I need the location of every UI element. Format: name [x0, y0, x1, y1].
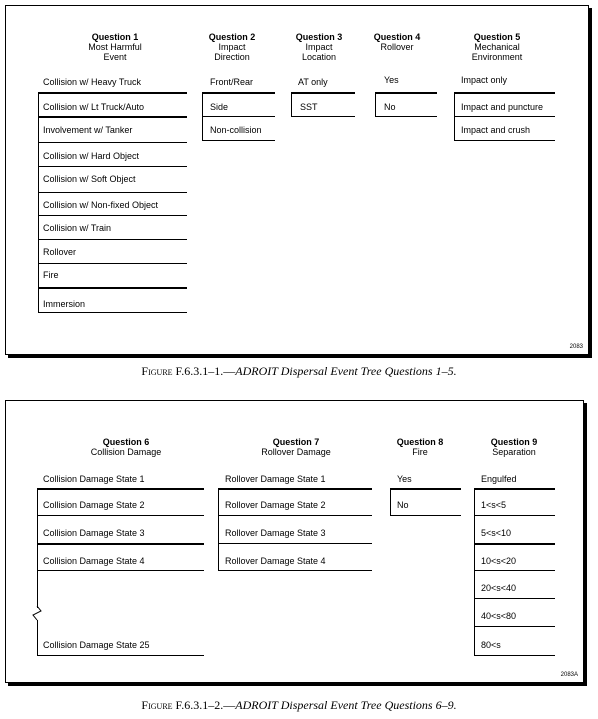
branch-divider [454, 92, 555, 94]
branch-divider [38, 166, 187, 167]
branch-divider [38, 312, 187, 313]
question-7-option: Rollover Damage State 2 [225, 500, 326, 510]
branch-divider [38, 116, 187, 118]
question-1-option: Rollover [43, 247, 77, 257]
caption-title: ADROIT Dispersal Event Tree Questions 6–9. [235, 698, 457, 712]
question-3-option: AT only [298, 77, 328, 87]
figure-code: 2083 [569, 344, 583, 350]
branch-divider [37, 515, 204, 516]
question-1-option: Collision w/ Hard Object [43, 151, 140, 161]
branch-divider [291, 92, 355, 94]
question-4-title: Question 4 [373, 32, 421, 42]
question-6-header [66, 437, 186, 457]
branch-divider [474, 570, 555, 571]
branch-divider [291, 116, 355, 117]
question-1-option: Collision w/ Heavy Truck [43, 77, 142, 87]
question-1-header [60, 32, 170, 62]
question-9-option: 10<s<20 [481, 556, 517, 566]
question-9-title: Question 9 [490, 437, 538, 447]
branch-divider [38, 239, 187, 240]
question-1-title: Question 1 [91, 32, 139, 42]
figure-code: 2083A [560, 672, 578, 678]
question-7-option: Rollover Damage State 3 [225, 528, 326, 538]
question-2-option: Side [210, 102, 229, 112]
question-4-header [364, 32, 430, 52]
question-5-option: Impact and crush [461, 125, 531, 135]
question-6-option: Collision Damage State 4 [43, 556, 145, 566]
question-3-header [284, 32, 354, 62]
caption-title: ADROIT Dispersal Event Tree Questions 1–5. [235, 364, 457, 378]
question-1-option: Immersion [43, 299, 86, 309]
question-3-title: Question 3 [295, 32, 343, 42]
question-9-option: 80<s [481, 640, 501, 650]
question-1-option: Collision w/ Soft Object [43, 174, 136, 184]
question-7-branch-line [218, 488, 219, 570]
question-1-option: Collision w/ Train [43, 223, 112, 233]
branch-divider [38, 92, 187, 94]
branch-divider [202, 92, 275, 94]
branch-divider [37, 543, 204, 545]
figure-1-panel [5, 5, 589, 355]
question-2-subtitle-line-2: Direction [214, 52, 250, 62]
question-8-branch-line [390, 488, 391, 515]
branch-divider [218, 488, 372, 490]
figure-2-panel [5, 400, 584, 683]
question-9-subtitle-line-1: Separation [492, 447, 536, 457]
branch-divider [37, 488, 204, 490]
question-1-option: Fire [43, 270, 59, 280]
question-5-option: Impact and puncture [461, 102, 544, 112]
question-5-header [457, 32, 537, 62]
branch-divider [454, 140, 555, 141]
question-6-subtitle-line-1: Collision Damage [90, 447, 162, 457]
question-2-option: Front/Rear [210, 77, 254, 87]
question-6-title: Question 6 [102, 437, 150, 447]
branch-divider [474, 626, 555, 627]
branch-divider [454, 116, 555, 117]
question-9-branch-line [474, 488, 475, 655]
question-1-option: Involvement w/ Tanker [43, 125, 133, 135]
question-2-option: Non-collision [210, 125, 262, 135]
question-4-option: No [384, 102, 396, 112]
branch-divider [375, 92, 437, 94]
question-3-subtitle-line-1: Impact [305, 42, 333, 52]
question-5-title: Question 5 [473, 32, 521, 42]
question-2-header [199, 32, 265, 62]
figure-2-caption [0, 698, 598, 713]
caption-label: Figure F.6.3.1–2.— [141, 698, 236, 712]
question-6-option: Collision Damage State 3 [43, 528, 145, 538]
question-9-header [476, 437, 552, 457]
question-6-option: Collision Damage State 1 [43, 474, 145, 484]
branch-divider [38, 263, 187, 264]
branch-divider [38, 287, 187, 289]
question-1-option: Collision w/ Lt Truck/Auto [43, 102, 145, 112]
break-symbol [31, 606, 43, 620]
question-1-branch-line [38, 92, 39, 313]
question-1-subtitle-line-2: Event [103, 52, 127, 62]
branch-divider [37, 570, 204, 571]
branch-divider [390, 515, 461, 516]
figure-1-caption [0, 364, 598, 379]
question-2-subtitle-line-1: Impact [218, 42, 246, 52]
question-9-option: 5<s<10 [481, 528, 512, 538]
question-7-header [246, 437, 346, 457]
question-3-option: SST [300, 102, 318, 112]
question-8-option: No [397, 500, 409, 510]
branch-divider [474, 598, 555, 599]
question-1-subtitle-line-1: Most Harmful [88, 42, 142, 52]
branch-divider [37, 655, 204, 656]
branch-divider [218, 543, 372, 544]
branch-divider [202, 140, 275, 141]
question-3-subtitle-line-2: Location [301, 52, 337, 62]
branch-divider [474, 515, 555, 516]
branch-divider [474, 655, 555, 656]
question-5-option: Impact only [461, 75, 508, 85]
question-3-branch-line [291, 92, 292, 116]
question-5-subtitle-line-1: Mechanical [474, 42, 520, 52]
question-7-option: Rollover Damage State 4 [225, 556, 326, 566]
question-9-option: Engulfed [481, 474, 517, 484]
branch-divider [375, 116, 437, 117]
branch-divider [474, 488, 555, 490]
question-7-subtitle-line-1: Rollover Damage [261, 447, 331, 457]
question-7-option: Rollover Damage State 1 [225, 474, 326, 484]
question-5-subtitle-line-2: Environment [471, 52, 523, 62]
caption-label: Figure F.6.3.1–1.— [141, 364, 236, 378]
question-6-option: Collision Damage State 25 [43, 640, 150, 650]
branch-divider [38, 192, 187, 193]
branch-divider [38, 142, 187, 143]
question-7-title: Question 7 [272, 437, 320, 447]
branch-divider [218, 515, 372, 516]
branch-divider [390, 488, 461, 490]
question-8-header [387, 437, 453, 457]
branch-divider [202, 116, 275, 117]
question-4-branch-line [375, 92, 376, 116]
branch-divider [38, 215, 187, 216]
question-9-option: 1<s<5 [481, 500, 507, 510]
question-6-branch-line-lower [37, 620, 38, 655]
question-1-option: Collision w/ Non-fixed Object [43, 200, 159, 210]
question-9-option: 40<s<80 [481, 611, 517, 621]
question-8-option: Yes [397, 474, 412, 484]
question-6-branch-line [37, 488, 38, 608]
question-8-title: Question 8 [396, 437, 444, 447]
question-4-subtitle-line-1: Rollover [380, 42, 414, 52]
question-9-option: 20<s<40 [481, 583, 517, 593]
question-4-option: Yes [384, 75, 399, 85]
question-8-subtitle-line-1: Fire [412, 447, 428, 457]
branch-divider [474, 543, 555, 545]
branch-divider [218, 570, 372, 571]
question-2-title: Question 2 [208, 32, 256, 42]
question-6-option: Collision Damage State 2 [43, 500, 145, 510]
